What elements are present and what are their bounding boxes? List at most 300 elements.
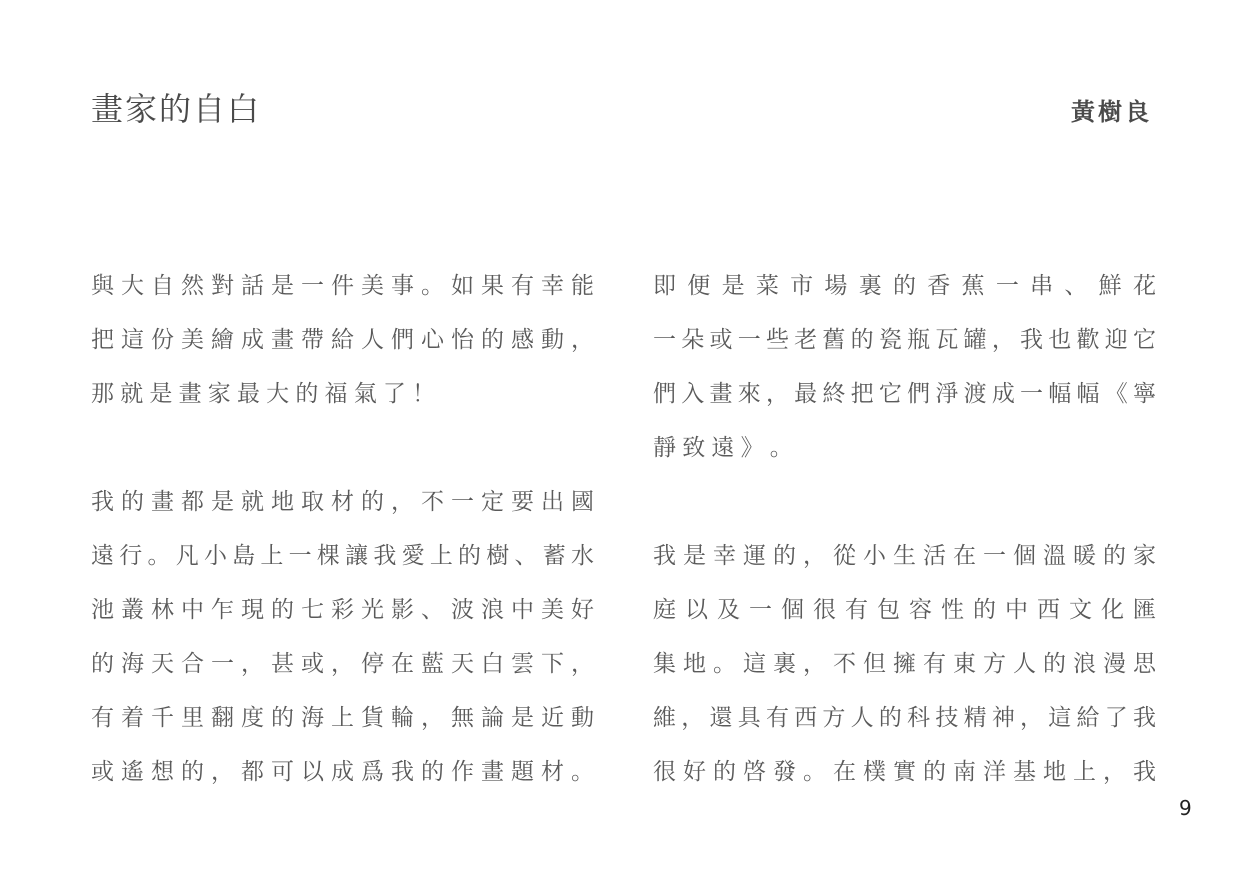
text-glyph: 一: [737, 327, 761, 353]
text-glyph: 上: [331, 705, 354, 731]
text-glyph: 幅: [1048, 381, 1072, 407]
text-glyph: 要: [511, 489, 534, 515]
text-glyph: 的: [481, 327, 504, 353]
text-glyph: 彩: [331, 597, 354, 623]
text-glyph: 棵: [316, 543, 340, 569]
text-glyph: 着: [121, 705, 144, 731]
text-glyph: 一: [653, 327, 676, 353]
text-glyph: 甚: [271, 651, 294, 677]
text-glyph: 渡: [963, 381, 987, 407]
text-glyph: 題: [511, 759, 534, 785]
text-glyph: 我: [1132, 705, 1156, 731]
text-glyph: ，: [681, 705, 705, 731]
text-glyph: 遙: [121, 759, 144, 785]
text-line: [653, 745, 1156, 799]
text-glyph: 溫: [1043, 543, 1066, 569]
text-glyph: 里: [181, 705, 204, 731]
text-glyph: 具: [737, 705, 761, 731]
text-glyph: 或: [91, 759, 114, 785]
text-glyph: 幅: [1076, 381, 1100, 407]
text-glyph: 菜: [755, 273, 779, 299]
text-glyph: 精: [963, 705, 987, 731]
text-glyph: 西: [1037, 597, 1060, 623]
text-glyph: 大: [266, 381, 290, 407]
text-glyph: 中: [511, 597, 534, 623]
text-glyph: 的: [271, 705, 294, 731]
text-glyph: 畫: [271, 327, 294, 353]
text-glyph: 。: [769, 435, 793, 461]
text-glyph: 是: [149, 381, 173, 407]
text-glyph: 畫: [709, 381, 733, 407]
text-glyph: 的: [295, 381, 319, 407]
text-glyph: 容: [909, 597, 932, 623]
text-line: [653, 259, 1156, 313]
text-glyph: 畫: [481, 759, 504, 785]
text-line: [653, 637, 1156, 691]
text-glyph: 事: [391, 273, 414, 299]
text-glyph: 對: [211, 273, 234, 299]
text-glyph: 中: [1005, 597, 1028, 623]
text-glyph: 美: [541, 597, 564, 623]
text-glyph: 那: [91, 381, 114, 407]
text-glyph: 天: [451, 651, 474, 677]
text-glyph: 匯: [1133, 597, 1156, 623]
text-line: [91, 529, 594, 583]
text-glyph: 上: [429, 543, 453, 569]
text-glyph: 畫: [178, 381, 202, 407]
text-glyph: 歡: [1076, 327, 1100, 353]
text-glyph: 能: [571, 273, 594, 299]
text-glyph: 給: [331, 327, 354, 353]
text-glyph: 的: [892, 273, 916, 299]
text-line: [91, 475, 594, 529]
text-glyph: 小: [203, 543, 227, 569]
text-glyph: 或: [709, 327, 733, 353]
text-glyph: 的: [973, 597, 996, 623]
text-glyph: 人: [361, 327, 384, 353]
text-glyph: 浪: [1073, 651, 1096, 677]
text-glyph: 以: [685, 597, 708, 623]
text-glyph: 定: [481, 489, 504, 515]
text-glyph: 還: [709, 705, 733, 731]
text-glyph: 出: [541, 489, 564, 515]
text-glyph: 貨: [361, 705, 384, 731]
text-glyph: 家: [207, 381, 231, 407]
author-name: 黃樹良: [1071, 98, 1152, 126]
text-glyph: 的: [1103, 543, 1126, 569]
text-glyph: 終: [822, 381, 846, 407]
text-glyph: 它: [878, 381, 902, 407]
text-glyph: 材: [541, 759, 564, 785]
text-glyph: 在: [953, 543, 976, 569]
text-glyph: 及: [717, 597, 740, 623]
text-glyph: 我: [653, 543, 676, 569]
text-glyph: 影: [391, 597, 414, 623]
text-glyph: 好: [571, 597, 594, 623]
text-glyph: 上: [260, 543, 284, 569]
text-glyph: 畫: [151, 489, 174, 515]
text-glyph: 停: [361, 651, 384, 677]
text-glyph: 一: [301, 273, 324, 299]
text-glyph: 遠: [91, 543, 114, 569]
text-glyph: 小: [863, 543, 886, 569]
text-glyph: 無: [451, 705, 474, 731]
text-glyph: ，: [571, 327, 594, 353]
text-glyph: 、: [421, 597, 444, 623]
text-glyph: 一: [288, 543, 312, 569]
text-glyph: ，: [1020, 705, 1044, 731]
text-glyph: 有: [511, 273, 534, 299]
text-line: [653, 529, 1156, 583]
text-glyph: 的: [923, 759, 946, 785]
text-glyph: 林: [151, 597, 174, 623]
paragraph-gap: [653, 475, 1156, 529]
text-glyph: 的: [361, 489, 384, 515]
text-glyph: 我: [1020, 327, 1044, 353]
text-glyph: 花: [1132, 273, 1156, 299]
text-glyph: 家: [1133, 543, 1156, 569]
text-glyph: 有: [845, 597, 868, 623]
text-glyph: 致: [682, 435, 706, 461]
text-glyph: 可: [271, 759, 294, 785]
text-glyph: 樸: [863, 759, 886, 785]
text-glyph: 的: [121, 489, 144, 515]
text-glyph: 地: [271, 489, 294, 515]
text-glyph: 人: [1013, 651, 1036, 677]
text-glyph: 。: [147, 543, 171, 569]
text-glyph: 論: [481, 705, 504, 731]
text-glyph: 是: [683, 543, 706, 569]
text-glyph: 活: [923, 543, 946, 569]
text-glyph: 、: [514, 543, 538, 569]
text-glyph: 的: [713, 759, 736, 785]
page-number: 9: [1179, 796, 1192, 820]
text-glyph: 浪: [481, 597, 504, 623]
text-glyph: 香: [927, 273, 951, 299]
text-glyph: 從: [833, 543, 856, 569]
text-glyph: 》: [740, 435, 764, 461]
text-glyph: 有: [765, 705, 789, 731]
text-glyph: 地: [683, 651, 706, 677]
text-glyph: 了: [1104, 705, 1128, 731]
text-glyph: 場: [824, 273, 848, 299]
text-glyph: 老: [794, 327, 818, 353]
text-glyph: 暖: [1073, 543, 1096, 569]
text-glyph: 自: [151, 273, 174, 299]
text-glyph: 一: [983, 543, 1006, 569]
text-glyph: 們: [907, 381, 931, 407]
text-glyph: 一: [749, 597, 772, 623]
text-glyph: 入: [681, 381, 705, 407]
text-glyph: 。: [421, 273, 444, 299]
text-glyph: 七: [301, 597, 324, 623]
text-glyph: 生: [893, 543, 916, 569]
text-glyph: 取: [301, 489, 324, 515]
text-glyph: 有: [923, 651, 946, 677]
text-glyph: 靜: [653, 435, 676, 461]
text-glyph: 的: [421, 759, 444, 785]
text-glyph: ，: [571, 651, 594, 677]
text-glyph: 瓦: [935, 327, 959, 353]
text-glyph: 這: [121, 327, 144, 353]
paragraph: [91, 475, 594, 799]
text-glyph: 波: [451, 597, 474, 623]
text-glyph: 或: [301, 651, 324, 677]
text-glyph: 我: [391, 759, 414, 785]
text-glyph: ，: [391, 489, 414, 515]
text-glyph: 擁: [893, 651, 916, 677]
text-glyph: 凡: [175, 543, 199, 569]
text-glyph: 叢: [121, 597, 144, 623]
text-glyph: 成: [331, 759, 354, 785]
text-glyph: 有: [91, 705, 114, 731]
text-glyph: ，: [803, 543, 826, 569]
text-line: [653, 313, 1156, 367]
text-glyph: 裏: [773, 651, 796, 677]
text-glyph: 把: [91, 327, 114, 353]
text-glyph: 美: [361, 273, 384, 299]
text-glyph: 幸: [541, 273, 564, 299]
text-glyph: 海: [121, 651, 144, 677]
left-column: [91, 259, 594, 799]
text-glyph: 便: [687, 273, 711, 299]
text-glyph: 們: [653, 381, 676, 407]
text-line: [91, 637, 594, 691]
text-glyph: 的: [181, 759, 204, 785]
text-glyph: 就: [241, 489, 264, 515]
text-glyph: 是: [721, 273, 745, 299]
text-glyph: 動: [571, 705, 594, 731]
text-glyph: 果: [481, 273, 504, 299]
text-glyph: 啓: [743, 759, 766, 785]
text-glyph: 池: [91, 597, 114, 623]
text-glyph: 然: [181, 273, 204, 299]
text-glyph: 以: [301, 759, 324, 785]
text-glyph: 怡: [451, 327, 474, 353]
text-glyph: 千: [151, 705, 174, 731]
text-glyph: 雲: [511, 651, 534, 677]
text-glyph: 國: [571, 489, 594, 515]
text-glyph: 一: [995, 273, 1019, 299]
text-glyph: 包: [877, 597, 900, 623]
text-glyph: 淨: [935, 381, 959, 407]
text-glyph: 南: [953, 759, 976, 785]
text-glyph: 都: [241, 759, 264, 785]
text-glyph: 一: [451, 489, 474, 515]
text-glyph: 迎: [1104, 327, 1128, 353]
text-glyph: 我: [1133, 759, 1156, 785]
text-glyph: 寧: [1132, 381, 1156, 407]
text-glyph: ，: [803, 651, 826, 677]
text-glyph: 遠: [711, 435, 735, 461]
text-glyph: 。: [571, 759, 594, 785]
text-glyph: 不: [833, 651, 856, 677]
text-line: [91, 313, 594, 367]
text-glyph: 發: [773, 759, 796, 785]
text-glyph: 維: [653, 705, 676, 731]
text-line: [91, 691, 594, 745]
text-glyph: 性: [941, 597, 964, 623]
text-line: [653, 583, 1156, 637]
text-glyph: 度: [241, 705, 264, 731]
text-glyph: 下: [541, 651, 564, 677]
text-glyph: 島: [232, 543, 256, 569]
text-glyph: 在: [391, 651, 414, 677]
text-glyph: 思: [1133, 651, 1156, 677]
text-glyph: 話: [241, 273, 264, 299]
text-glyph: 把: [850, 381, 874, 407]
text-glyph: 上: [1073, 759, 1096, 785]
text-glyph: 件: [331, 273, 354, 299]
text-glyph: 翻: [211, 705, 234, 731]
text-glyph: 幸: [713, 543, 736, 569]
text-glyph: 即: [653, 273, 676, 299]
text-glyph: 爲: [361, 759, 384, 785]
text-glyph: 東: [953, 651, 976, 677]
text-glyph: 是: [511, 705, 534, 731]
text-glyph: 藍: [421, 651, 444, 677]
text-glyph: 個: [1013, 543, 1036, 569]
text-glyph: 給: [1076, 705, 1100, 731]
text-glyph: 海: [301, 705, 324, 731]
text-glyph: 一: [211, 651, 234, 677]
text-glyph: 繪: [211, 327, 234, 353]
text-line: [91, 259, 594, 313]
text-glyph: 我: [373, 543, 397, 569]
text-glyph: 的: [1043, 651, 1066, 677]
text-glyph: 份: [151, 327, 174, 353]
text-glyph: 瓷: [878, 327, 902, 353]
text-glyph: 朵: [681, 327, 705, 353]
text-glyph: 洋: [983, 759, 1006, 785]
text-line: [91, 583, 594, 637]
text-glyph: 不: [421, 489, 444, 515]
text-glyph: 方: [983, 651, 1006, 677]
text-glyph: 感: [511, 327, 534, 353]
text-glyph: 神: [991, 705, 1015, 731]
text-line: [653, 691, 1156, 745]
text-glyph: 文: [1069, 597, 1092, 623]
text-glyph: 串: [1030, 273, 1054, 299]
text-glyph: ，: [211, 759, 234, 785]
text-glyph: 化: [1101, 597, 1124, 623]
text-glyph: ，: [331, 651, 354, 677]
text-glyph: 科: [907, 705, 931, 731]
right-column: [653, 259, 1156, 799]
text-glyph: 愛: [401, 543, 425, 569]
text-line: [91, 745, 594, 799]
text-glyph: 心: [421, 327, 444, 353]
paragraph: [653, 259, 1156, 475]
text-glyph: 的: [878, 705, 902, 731]
text-glyph: 市: [790, 273, 814, 299]
text-glyph: 我: [91, 489, 114, 515]
text-glyph: 罐: [963, 327, 987, 353]
text-glyph: 方: [822, 705, 846, 731]
text-glyph: 近: [541, 705, 564, 731]
paragraph: [653, 529, 1156, 799]
text-glyph: 最: [794, 381, 818, 407]
text-glyph: 氣: [353, 381, 377, 407]
text-glyph: 裏: [858, 273, 882, 299]
text-glyph: 在: [833, 759, 856, 785]
text-glyph: 動: [541, 327, 564, 353]
text-glyph: ，: [241, 651, 264, 677]
text-glyph: 是: [271, 273, 294, 299]
text-glyph: 的: [91, 651, 114, 677]
text-glyph: 們: [391, 327, 414, 353]
text-glyph: 最: [236, 381, 260, 407]
text-glyph: 讓: [345, 543, 369, 569]
text-line: [653, 367, 1156, 421]
text-glyph: 了: [382, 381, 406, 407]
text-glyph: 它: [1132, 327, 1156, 353]
text-glyph: 輪: [391, 705, 414, 731]
text-glyph: 地: [1043, 759, 1066, 785]
text-glyph: 帶: [301, 327, 324, 353]
page-title: 畫家的自白: [91, 90, 262, 128]
text-glyph: 好: [683, 759, 706, 785]
text-glyph: 運: [743, 543, 766, 569]
text-glyph: ，: [765, 381, 789, 407]
text-glyph: 現: [241, 597, 264, 623]
text-glyph: 大: [121, 273, 144, 299]
text-glyph: ，: [1103, 759, 1126, 785]
text-glyph: 成: [991, 381, 1015, 407]
text-glyph: 這: [1048, 705, 1072, 731]
text-glyph: 是: [211, 489, 234, 515]
text-glyph: 作: [451, 759, 474, 785]
text-glyph: 與: [91, 273, 114, 299]
text-glyph: 的: [850, 327, 874, 353]
text-glyph: 一: [1020, 381, 1044, 407]
text-glyph: 蓄: [542, 543, 566, 569]
text-glyph: ，: [991, 327, 1015, 353]
text-glyph: 福: [324, 381, 348, 407]
text-glyph: 實: [893, 759, 916, 785]
text-glyph: 人: [850, 705, 874, 731]
text-glyph: 天: [151, 651, 174, 677]
text-glyph: 的: [458, 543, 482, 569]
text-glyph: 技: [935, 705, 959, 731]
text-line: [91, 367, 594, 421]
text-glyph: 鮮: [1098, 273, 1122, 299]
text-glyph: ！: [412, 381, 436, 407]
text-glyph: 如: [451, 273, 474, 299]
text-glyph: 、: [1064, 273, 1088, 299]
text-glyph: 的: [773, 543, 796, 569]
text-glyph: ，: [421, 705, 444, 731]
text-glyph: 的: [271, 597, 294, 623]
text-glyph: 瓶: [907, 327, 931, 353]
text-glyph: 行: [119, 543, 143, 569]
text-glyph: 但: [863, 651, 886, 677]
text-glyph: 也: [1048, 327, 1072, 353]
text-glyph: 都: [181, 489, 204, 515]
text-glyph: 舊: [822, 327, 846, 353]
text-glyph: 想: [151, 759, 174, 785]
text-glyph: 這: [743, 651, 766, 677]
text-glyph: 。: [713, 651, 736, 677]
text-glyph: 光: [361, 597, 384, 623]
text-glyph: 白: [481, 651, 504, 677]
text-glyph: 很: [653, 759, 676, 785]
text-glyph: 《: [1104, 381, 1128, 407]
text-glyph: 庭: [653, 597, 676, 623]
text-glyph: 蕉: [961, 273, 985, 299]
text-glyph: 西: [794, 705, 818, 731]
text-glyph: 中: [181, 597, 204, 623]
